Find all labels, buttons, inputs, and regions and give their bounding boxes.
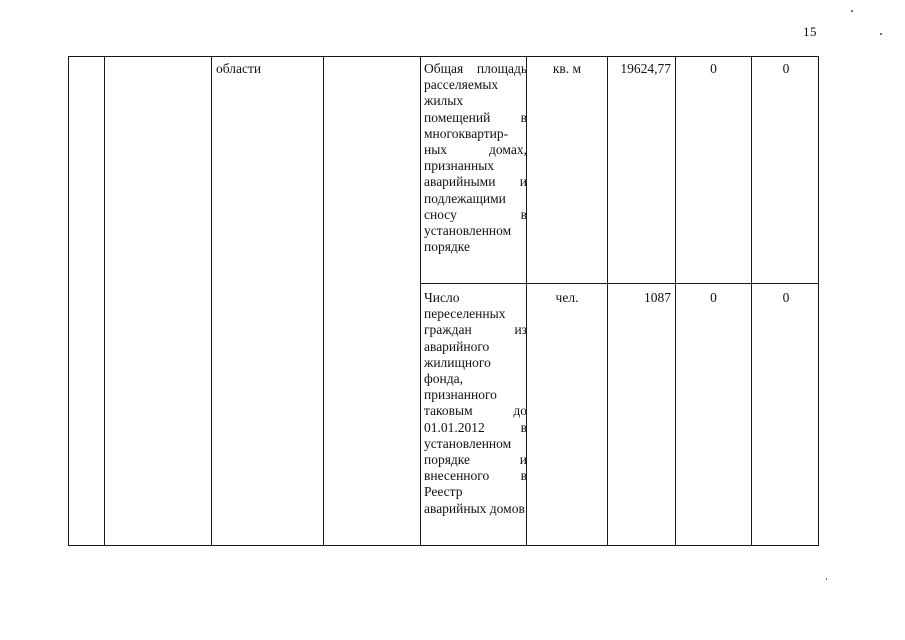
region-cell: области	[216, 61, 262, 76]
value-cell: 1087	[644, 290, 671, 305]
unit-cell: кв. м	[552, 61, 582, 76]
unit-cell: чел.	[555, 290, 579, 305]
value-cell: 19624,77	[620, 61, 671, 76]
row-rule	[420, 283, 818, 284]
scan-speck	[880, 33, 882, 35]
column-rule	[420, 57, 421, 545]
indicator-cell: Число переселенных граждан из аварийного жилищного фонда, признанного таковым до 01.01.2012 в установленном порядке и внесенного в Реестр аварийных домов	[424, 290, 527, 516]
column-rule	[211, 57, 212, 545]
page-number: 15	[803, 24, 817, 39]
col-a-cell: 0	[710, 290, 717, 305]
col-b-cell: 0	[782, 61, 790, 76]
column-rule	[323, 57, 324, 545]
indicator-cell: Общая площадь расселяемых жилых помещений в многоквартир-ных домах, признанных аварийными и подлежащими сносу в установленном порядке	[424, 61, 527, 255]
column-rule	[104, 57, 105, 545]
scan-speck	[826, 578, 827, 580]
col-b-cell: 0	[782, 290, 790, 305]
data-table	[68, 56, 819, 546]
scan-speck	[851, 10, 853, 12]
col-a-cell: 0	[710, 61, 717, 76]
